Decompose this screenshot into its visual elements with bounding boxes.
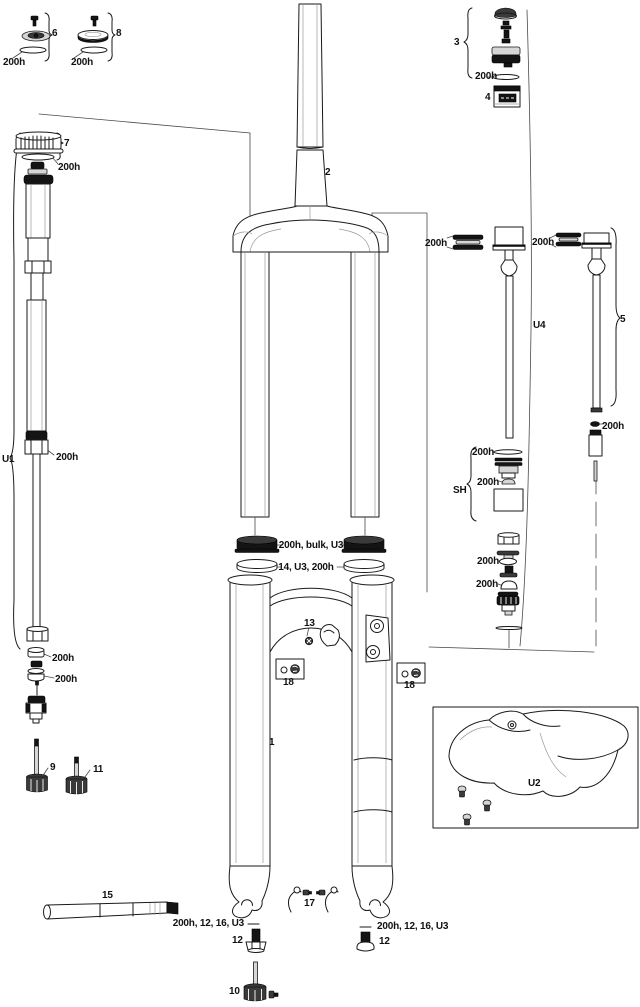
group-label-u2: U2 xyxy=(528,778,541,789)
part-3-topcap-kit xyxy=(492,8,520,80)
part-18-kit-left xyxy=(276,659,304,679)
part-8-kit xyxy=(78,16,108,53)
part-label-15: 15 xyxy=(102,890,113,901)
part-label-12: 12 xyxy=(379,936,390,947)
callout-200h: 200h xyxy=(472,447,494,458)
callout-200h: 200h xyxy=(475,71,497,82)
part-label-18: 18 xyxy=(283,677,294,688)
part-label-1: 1 xyxy=(269,737,275,748)
part-label-11: 11 xyxy=(93,764,104,775)
part-6-kit xyxy=(20,16,50,53)
part-label-4: 4 xyxy=(485,92,491,103)
callout-200h: 200h xyxy=(58,162,80,173)
callout-200h: 200h xyxy=(71,57,93,68)
u2-fender-kit xyxy=(433,707,638,828)
u4-air-spring xyxy=(453,227,525,630)
part-label-5: 5 xyxy=(620,314,626,325)
rebound-damper-small-parts xyxy=(26,648,46,724)
callout-200h: 200h xyxy=(56,452,78,463)
part-9-knob xyxy=(27,739,48,793)
part-7-damper-assembly xyxy=(14,132,63,641)
part-label-8: 8 xyxy=(116,28,122,39)
part-4-token xyxy=(494,86,520,107)
group-label-u4: U4 xyxy=(533,320,546,331)
callout-crush-washer-kit: 200h, 12, 16, U3 xyxy=(377,921,449,932)
part-label-9: 9 xyxy=(50,762,56,773)
callout-200h: 200h xyxy=(55,674,77,685)
part-15-axle xyxy=(44,902,179,919)
part-label-2: 2 xyxy=(325,167,331,178)
callout-crush-washer-kit: 200h, 12, 16, U3 xyxy=(172,918,244,929)
callout-200h: 200h xyxy=(602,421,624,432)
callout-200h: 200h xyxy=(52,653,74,664)
part-label-18: 18 xyxy=(404,680,415,691)
part-11-knob xyxy=(66,757,87,795)
foot-hardware xyxy=(244,924,374,1002)
callout-200h: 200h xyxy=(425,238,447,249)
part-label-12: 12 xyxy=(232,935,243,946)
part-label-6: 6 xyxy=(52,28,58,39)
part-label-13: 13 xyxy=(304,618,315,629)
callout-200h: 200h xyxy=(532,237,554,248)
part-label-17: 17 xyxy=(304,898,315,909)
callout-200h: 200h xyxy=(476,579,498,590)
callout-200h: 200h xyxy=(3,57,25,68)
callout-dust-seal-kit: 200h, bulk, U3 xyxy=(278,540,344,551)
group-label-u1: U1 xyxy=(2,454,15,465)
part-label-3: 3 xyxy=(454,37,460,48)
callout-200h: 200h xyxy=(477,477,499,488)
part-5-air-shaft xyxy=(556,233,611,481)
group-label-sh: SH xyxy=(453,485,467,496)
part-label-7: 7 xyxy=(64,138,70,149)
part-2-csu xyxy=(233,4,388,535)
part-label-10: 10 xyxy=(229,986,240,997)
callout-200h: 200h xyxy=(477,556,499,567)
callout-foam-ring-kit: 14, U3, 200h xyxy=(278,562,334,573)
